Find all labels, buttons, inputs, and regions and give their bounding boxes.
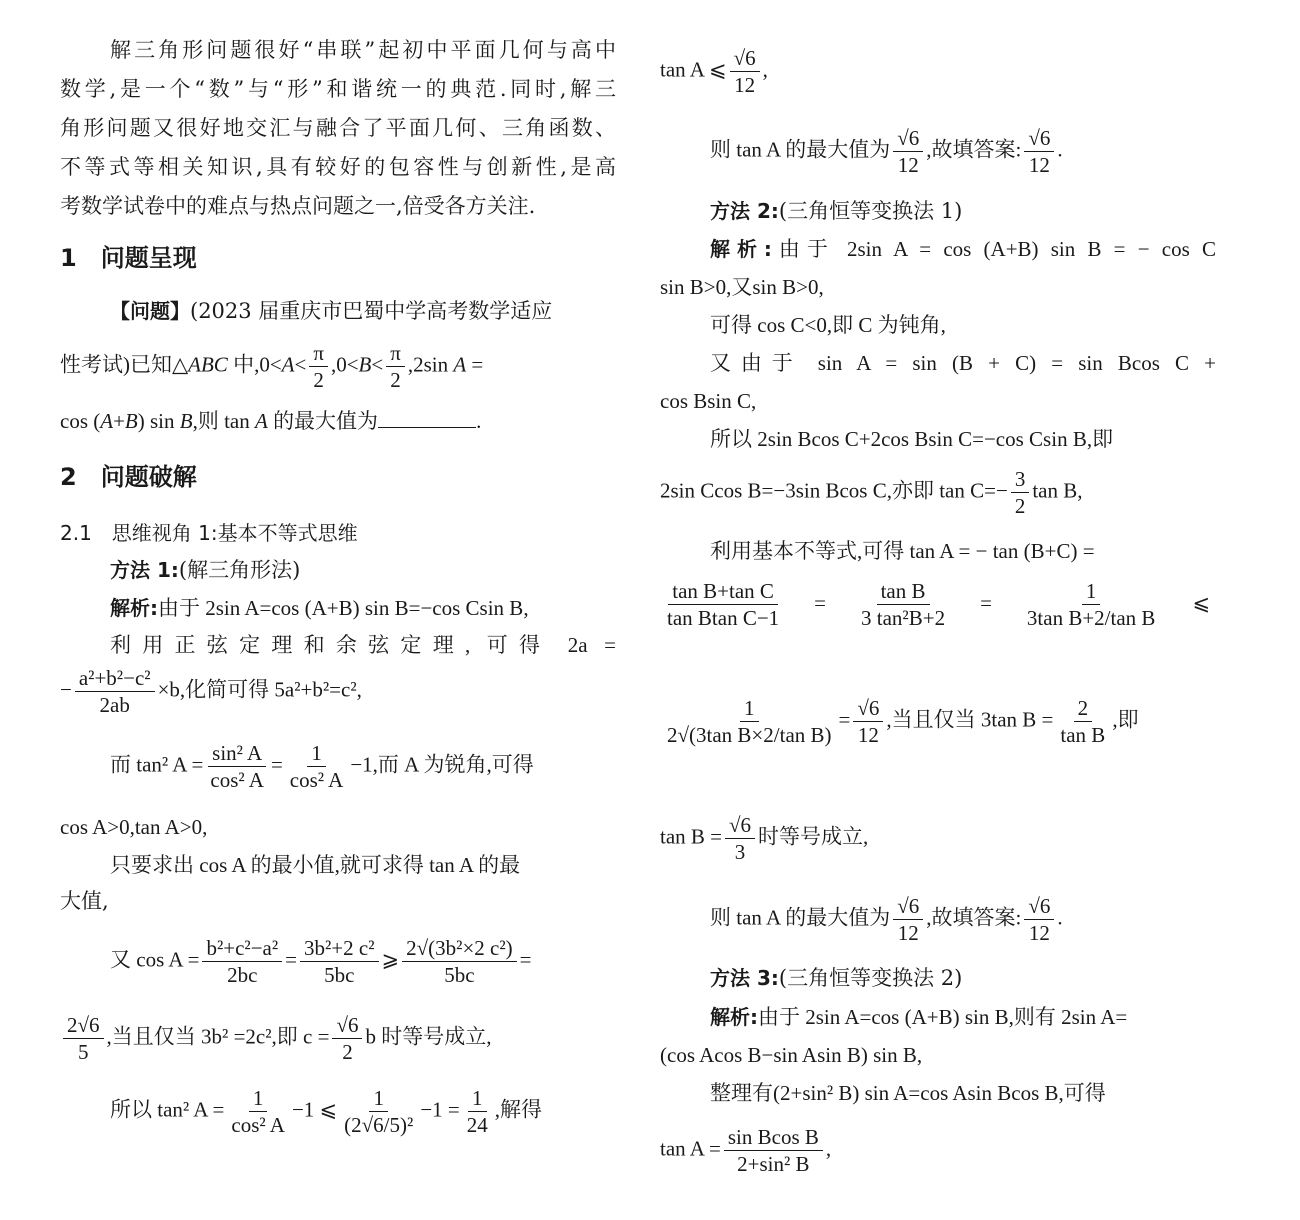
- text: ,2sin: [407, 352, 454, 377]
- text: ,解得: [494, 1097, 542, 1122]
- text: 时等号成立,: [758, 824, 869, 849]
- denominator: 12: [734, 73, 756, 98]
- denominator: (2√6/5)²: [344, 1113, 414, 1138]
- numerator: 1: [369, 1085, 388, 1112]
- section-heading-2: 2 问题破解: [60, 463, 197, 491]
- denominator: 3tan B+2/tan B: [1026, 606, 1156, 631]
- text: ⩾: [381, 947, 400, 972]
- intro-line-1: 解三角形问题很好“串联”起初中平面几何与高中: [110, 38, 616, 62]
- text: 而 tan² A =: [110, 752, 204, 777]
- text: ,即: [1112, 707, 1139, 732]
- var: A: [100, 409, 114, 433]
- text: 则 tan A 的最大值为: [710, 137, 891, 162]
- var: A: [254, 409, 268, 433]
- intro-line-4: 不等式等相关知识,具有较好的包容性与创新性,是高: [60, 155, 616, 179]
- fraction: [663, 578, 783, 632]
- denominator: 2ab: [99, 693, 130, 718]
- text: tan B,: [1032, 478, 1083, 503]
- m1-line-6: 只要求出 cos A 的最小值,就可求得 tan A 的最: [110, 853, 521, 877]
- denominator: cos² A: [231, 1113, 285, 1138]
- var: A: [453, 352, 467, 377]
- fraction: [893, 125, 923, 179]
- denominator: 5: [78, 1040, 89, 1065]
- fraction: [725, 812, 755, 866]
- text: =: [980, 590, 992, 615]
- text: 由于 2sin A = cos (A+B) sin B = − cos C: [771, 237, 1216, 261]
- m1-line-10: [60, 1085, 616, 1139]
- denominator: 12: [897, 153, 919, 178]
- text: 2sin Ccos B=−3sin Bcos C,亦即 tan C=−: [660, 478, 1008, 503]
- fraction: [1011, 466, 1030, 520]
- m2-line-8: 利用基本不等式,可得 tan A = − tan (B+C) =: [710, 539, 1095, 563]
- method-2-title: (三角恒等变换法 1): [778, 199, 963, 223]
- m1-line-9: [60, 1012, 616, 1066]
- text: ,故填答案:: [926, 137, 1022, 162]
- denominator: 12: [1028, 153, 1050, 178]
- numerator: √6: [893, 893, 923, 920]
- numerator: 1: [740, 695, 759, 722]
- text: =: [466, 352, 484, 377]
- text: =: [285, 947, 297, 972]
- method-2-label: 方法 2:: [710, 199, 779, 223]
- fraction: [1056, 695, 1109, 749]
- denominator: 2bc: [227, 963, 258, 988]
- minus-sign: −: [60, 677, 72, 702]
- m1-line-1: [60, 595, 616, 622]
- m1-line-3: [60, 665, 616, 719]
- text: ) sin: [137, 409, 180, 433]
- text: =: [814, 590, 827, 615]
- fraction: [730, 45, 760, 99]
- fraction: [857, 578, 949, 632]
- var: ABC: [188, 352, 228, 377]
- text: ,: [762, 57, 768, 82]
- text: ⩽: [1192, 590, 1211, 615]
- text: 则 tan A 的最大值为: [710, 905, 891, 930]
- denominator: 2: [390, 368, 401, 393]
- m2-line-5: cos Bsin C,: [660, 389, 757, 413]
- var: B: [179, 409, 193, 433]
- denominator: 3: [734, 840, 746, 865]
- text: ,当且仅当 3tan B =: [886, 707, 1054, 732]
- numerator: √6: [725, 812, 755, 839]
- intro-line-3: 角形问题又很好地交汇与融合了平面几何、三角函数、: [60, 116, 616, 140]
- text: +: [113, 409, 125, 433]
- m2-line-1: [660, 236, 1216, 263]
- method-1-title: (解三角形法): [178, 558, 301, 582]
- denominator: tan B: [1060, 723, 1106, 748]
- problem-line-3: [60, 408, 616, 435]
- text: −1,而 A 为锐角,可得: [350, 752, 534, 777]
- denominator: cos² A: [210, 768, 264, 793]
- fraction: [724, 1124, 823, 1178]
- numerator: 1: [468, 1085, 487, 1112]
- numerator: 2√6: [63, 1012, 104, 1039]
- numerator: π: [386, 340, 405, 367]
- fraction: [286, 740, 348, 794]
- intro-line-5: 考数学试卷中的难点与热点问题之一,倍受各方关注.: [60, 194, 536, 218]
- method-3-title: (三角恒等变换法 2): [778, 966, 963, 990]
- denominator: 24: [466, 1113, 488, 1138]
- r-line-1: [660, 45, 1216, 99]
- subsection-2-1: 2.1 思维视角 1:基本不等式思维: [60, 521, 358, 545]
- var: B: [358, 352, 372, 377]
- numerator: tan B+tan C: [668, 578, 778, 605]
- text: .: [1057, 137, 1063, 162]
- numerator: √6: [853, 695, 883, 722]
- var: B: [124, 409, 138, 433]
- fraction: [893, 893, 923, 947]
- fraction: [1024, 125, 1054, 179]
- fraction: [75, 665, 155, 719]
- fraction: [463, 1085, 492, 1139]
- fraction: [340, 1085, 417, 1139]
- text: 的最大值为: [267, 409, 379, 433]
- var: A: [281, 352, 295, 377]
- text: cos (: [60, 409, 101, 433]
- denominator: 5bc: [324, 963, 355, 988]
- text: 性考试)已知△: [60, 352, 189, 377]
- fraction: [202, 935, 282, 989]
- analysis-label: 解析:: [710, 237, 772, 261]
- denominator: 12: [897, 921, 919, 946]
- intro-line-2: 数学,是一个“数”与“形”和谐统一的典范.同时,解三: [60, 77, 616, 101]
- text: −1 ⩽: [291, 1097, 338, 1122]
- denominator: 2: [342, 1040, 353, 1065]
- m2-line-10: [660, 695, 1216, 749]
- text: 由于 2sin A=cos (A+B) sin B,则有 2sin A=: [758, 1005, 1128, 1029]
- numerator: √6: [893, 125, 923, 152]
- text: <: [294, 352, 307, 377]
- m1-line-2: 利用正弦定理和余弦定理, 可得 2a =: [110, 633, 616, 657]
- method-3-heading: [660, 965, 1216, 992]
- m1-line-8: [60, 935, 616, 989]
- fraction: [1023, 578, 1160, 632]
- problem-source: (2023 届重庆市巴蜀中学高考数学适应: [190, 299, 553, 323]
- text: −1 =: [420, 1097, 460, 1122]
- text: =: [519, 947, 532, 972]
- fraction: [227, 1085, 289, 1139]
- fraction: [206, 740, 268, 794]
- denominator: 2: [1014, 494, 1026, 519]
- numerator: 1: [307, 740, 326, 767]
- numerator: sin² A: [208, 740, 266, 767]
- text: ,则 tan: [192, 409, 255, 433]
- numerator: 1: [1082, 578, 1101, 605]
- fraction: [663, 695, 836, 749]
- m2-line-7: [660, 466, 1216, 520]
- denominator: 2: [313, 368, 324, 393]
- text: ,当且仅当 3b² =2c²,即 c =: [106, 1024, 330, 1049]
- text: =: [838, 707, 851, 732]
- m2-line-4: 又由于 sin A = sin (B + C) = sin Bcos C +: [710, 351, 1216, 375]
- fraction: [1024, 893, 1054, 947]
- denominator: 3 tan²B+2: [861, 606, 946, 631]
- denominator: 5bc: [444, 963, 475, 988]
- m3-line-4: [660, 1124, 1216, 1178]
- numerator: 1: [249, 1085, 268, 1112]
- numerator: tan B: [877, 578, 930, 605]
- text: ,: [825, 1136, 832, 1161]
- fraction: [332, 1012, 362, 1066]
- fraction: [300, 935, 379, 989]
- problem-label: 【问题】: [110, 299, 190, 323]
- numerator: π: [309, 340, 328, 367]
- numerator: 3: [1011, 466, 1030, 493]
- text: tan A =: [660, 1136, 721, 1161]
- section-heading-1: 1 问题呈现: [60, 244, 197, 272]
- m2-line-11: [660, 812, 1216, 866]
- method-1-heading: [60, 557, 616, 584]
- numerator: 2: [1074, 695, 1093, 722]
- text: .: [1057, 905, 1063, 930]
- fraction: [402, 935, 517, 989]
- analysis-label: 解析:: [710, 1005, 758, 1029]
- numerator: 2√(3b²×2 c²): [402, 935, 517, 962]
- fraction: [63, 1012, 104, 1066]
- text: ×b,化简可得 5a²+b²=c²,: [157, 677, 362, 702]
- text: .: [476, 409, 482, 433]
- text: b 时等号成立,: [365, 1024, 492, 1049]
- numerator: 3b²+2 c²: [300, 935, 379, 962]
- m1-line-5: cos A>0,tan A>0,: [60, 815, 208, 839]
- fraction-pi-2: [309, 340, 328, 394]
- text: tan B =: [660, 824, 723, 849]
- text: 又 cos A =: [110, 947, 200, 972]
- problem-line-2: [60, 340, 616, 394]
- numerator: √6: [1024, 893, 1054, 920]
- m1-line-4: [60, 740, 616, 794]
- text: <: [371, 352, 384, 377]
- m3-line-2: (cos Acos B−sin Asin B) sin B,: [660, 1043, 923, 1067]
- method-2-heading: [660, 198, 1216, 225]
- text: 由于 2sin A=cos (A+B) sin B=−cos Csin B,: [158, 596, 529, 620]
- fraction-pi-2: [386, 340, 405, 394]
- m3-line-1: [660, 1004, 1216, 1031]
- r-line-2: [660, 125, 1216, 179]
- m2-line-9: [660, 578, 1216, 632]
- method-1-label: 方法 1:: [110, 558, 179, 582]
- text: ,故填答案:: [926, 905, 1022, 930]
- text: ,0<: [330, 352, 359, 377]
- denominator: 2+sin² B: [737, 1152, 810, 1177]
- denominator: 12: [857, 723, 879, 748]
- denominator: 12: [1028, 921, 1050, 946]
- problem-line-1: [60, 298, 616, 325]
- numerator: √6: [730, 45, 760, 72]
- denominator: cos² A: [289, 768, 344, 793]
- method-3-label: 方法 3:: [710, 966, 779, 990]
- numerator: √6: [332, 1012, 362, 1039]
- m2-line-3: 可得 cos C<0,即 C 为钝角,: [710, 313, 946, 337]
- m2-line-2: sin B>0,又sin B>0,: [660, 275, 824, 299]
- fraction: [853, 695, 883, 749]
- m1-line-7: 大值,: [60, 889, 109, 913]
- denominator: 2√(3tan B×2/tan B): [667, 723, 832, 748]
- text: 中,0<: [227, 352, 282, 377]
- analysis-label: 解析:: [110, 596, 158, 620]
- denominator: tan Btan C−1: [667, 606, 780, 631]
- numerator: b²+c²−a²: [202, 935, 282, 962]
- text: tan A ⩽: [660, 57, 727, 82]
- answer-blank: [378, 426, 476, 428]
- m3-line-3: 整理有(2+sin² B) sin A=cos Asin Bcos B,可得: [710, 1081, 1106, 1105]
- m2-line-12: [660, 893, 1216, 947]
- m2-line-6: 所以 2sin Bcos C+2cos Bsin C=−cos Csin B,即: [710, 427, 1114, 451]
- text: 所以 tan² A =: [110, 1097, 225, 1122]
- numerator: a²+b²−c²: [75, 665, 155, 692]
- numerator: √6: [1024, 125, 1054, 152]
- text: =: [270, 752, 283, 777]
- numerator: sin Bcos B: [724, 1124, 823, 1151]
